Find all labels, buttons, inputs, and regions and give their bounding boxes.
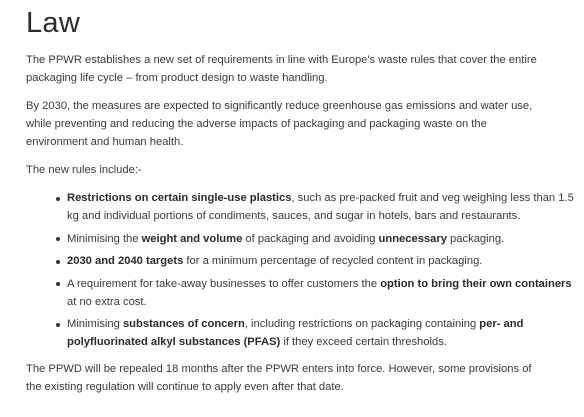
rule-bold-text: substances of concern	[122, 318, 245, 330]
list-item	[56, 189, 577, 225]
rule-text: packaging.	[446, 232, 505, 245]
impact-paragraph: By 2030, the measures are expected to significantly reduce greenhouse gas emissions and water use, while preventing and reducing the adverse impacts of packaging and packaging waste on the environment and human health.	[26, 100, 533, 148]
rule-text: if they exceed certain thresholds.	[280, 336, 447, 348]
rule-text: of packaging and avoiding	[242, 232, 379, 245]
rule-text: Minimising	[67, 318, 123, 330]
rule-bold-text: 2030 and 2040 targets	[67, 255, 184, 267]
rules-list	[26, 189, 574, 351]
rule-text: A requirement for take-away businesses to offer customers the	[67, 277, 381, 290]
rule-text: for a minimum percentage of recycled content in packaging.	[183, 255, 483, 267]
list-item	[56, 275, 577, 311]
rule-bold-text: unnecessary	[378, 232, 447, 245]
rule-text: , including restrictions on packaging containing	[244, 318, 480, 330]
intro-paragraph: The PPWR establishes a new set of requirements in line with Europe's waste rules that cover the entire packaging life cycle – from product design to waste handling.	[26, 54, 537, 84]
list-item	[56, 230, 577, 248]
rule-text: Minimising the	[67, 232, 142, 245]
rule-bold-text: weight and volume	[141, 232, 243, 245]
rule-bold-text: per- and polyfluorinated alkyl substances (PFAS)	[67, 318, 524, 348]
rule-bold-text: Restrictions on certain single-use plastics	[67, 192, 292, 204]
rule-bold-text: option to bring their own containers	[380, 277, 572, 290]
closing-paragraph: The PPWD will be repealed 18 months after the PPWR enters into force. However, some provisions of the existing regulation will continue to apply even after that date.	[26, 363, 532, 393]
rule-text: at no extra cost.	[67, 295, 147, 308]
rule-text: , such as pre-packed fruit and veg weighing less than 1.5 kg and individual portions of condiments, sauces, and sugar in hotels, bars and restaurants.	[67, 192, 574, 222]
list-item	[56, 315, 577, 351]
list-item	[56, 252, 577, 270]
list-intro-paragraph: The new rules include:-	[26, 164, 142, 176]
page-title: Law	[26, 7, 81, 39]
